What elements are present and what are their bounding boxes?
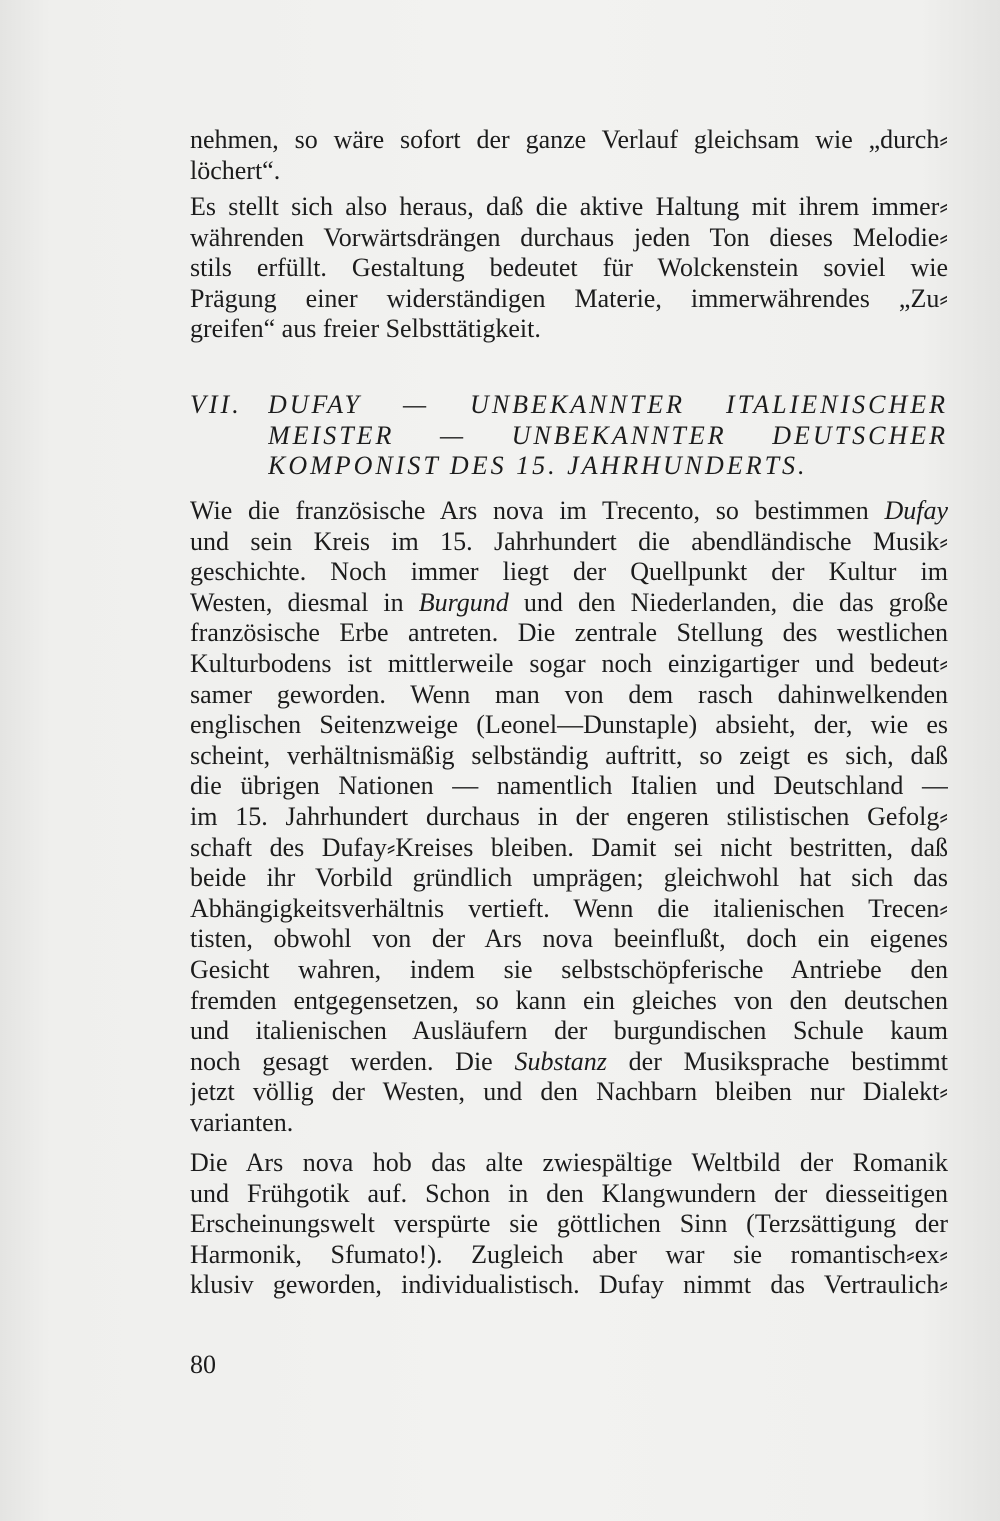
text-line: varianten. <box>190 1107 294 1137</box>
italic-text: Substanz <box>514 1046 607 1076</box>
heading-number: VII. <box>190 390 242 419</box>
text-line: und italienischen Ausläufern der burgundischen Schule kaum <box>190 1016 948 1046</box>
text-line: tisten, obwohl von der Ars nova beeinflußt, doch ein eigenes <box>190 924 948 954</box>
paragraph-continuation <box>190 125 948 186</box>
heading-line: MEISTER — UNBEKANNTER DEUTSCHER <box>268 420 948 450</box>
text-line <box>190 1047 948 1078</box>
italic-text: Dufay <box>884 496 948 525</box>
text-line: und Frühgotik auf. Schon in den Klangwundern der diesseitigen <box>190 1178 948 1208</box>
paragraph <box>190 1148 948 1301</box>
text-line: fremden entgegensetzen, so kann ein gleiches von den deutschen <box>190 985 948 1015</box>
text-line: Erscheinungswelt verspürte sie göttlichen Sinn (Terzsättigung der <box>190 1209 948 1239</box>
text-line: Abhängigkeitsverhältnis vertieft. Wenn die italienischen Trecen⸗ <box>190 893 948 923</box>
text-line: Harmonik, Sfumato!). Zugleich aber war sie romantisch⸗ex⸗ <box>190 1239 948 1269</box>
text-line: stils erfüllt. Gestaltung bedeutet für Wolckenstein soviel wie <box>190 253 948 283</box>
heading-line: DUFAY — UNBEKANNTER ITALIENISCHER <box>268 390 948 419</box>
text-line: nehmen, so wäre sofort der ganze Verlauf gleichsam wie „durch⸗ <box>190 125 948 154</box>
text-line: samer geworden. Wenn man von dem rasch dahinwelkenden <box>190 679 948 709</box>
text-line: englischen Seitenzweige (Leonel—Dunstaple) absieht, der, wie es <box>190 710 948 740</box>
text-line <box>190 496 948 527</box>
text-line: beide ihr Vorbild gründlich umprägen; gleichwohl hat sich das <box>190 863 948 893</box>
text-line: jetzt völlig der Westen, und den Nachbarn bleiben nur Dialekt⸗ <box>190 1077 948 1107</box>
text-line: französische Erbe antreten. Die zentrale Stellung des westlichen <box>190 618 948 648</box>
text-line <box>190 588 948 619</box>
text-line: und sein Kreis im 15. Jahrhundert die abendländische Musik⸗ <box>190 526 948 556</box>
text-segment: der Musiksprache bestimmt <box>606 1046 948 1076</box>
text-segment: Westen, diesmal in <box>190 587 419 617</box>
text-line: geschichte. Noch immer liegt der Quellpunkt der Kultur im <box>190 557 948 587</box>
text-line: scheint, verhältnismäßig selbständig auftritt, so zeigt es sich, daß <box>190 740 948 770</box>
heading-line: KOMPONIST DES 15. JAHRHUNDERTS. <box>268 451 808 480</box>
text-line: die übrigen Nationen — namentlich Italien und Deutschland — <box>190 771 948 801</box>
page-number: 80 <box>190 1350 216 1379</box>
text-line: greifen“ aus freier Selbsttätigkeit. <box>190 314 541 344</box>
heading-title <box>268 390 948 482</box>
text-line: Prägung einer widerständigen Materie, immerwährendes „Zu⸗ <box>190 283 948 313</box>
italic-text: Burgund <box>418 587 509 617</box>
text-line: im 15. Jahrhundert durchaus in der engeren stilistischen Gefolg⸗ <box>190 801 948 831</box>
text-segment: Wie die französische Ars nova im Trecento, so bestimmen <box>190 496 885 525</box>
text-line: schaft des Dufay⸗Kreises bleiben. Damit sei nicht bestritten, daß <box>190 832 948 862</box>
text-segment: und den Niederlanden, die das große <box>508 587 948 617</box>
text-segment: noch gesagt werden. Die <box>190 1046 515 1076</box>
text-line: löchert“. <box>190 155 281 185</box>
text-line: Die Ars nova hob das alte zwiespältige Weltbild der Romanik <box>190 1148 948 1177</box>
paragraph <box>190 192 948 345</box>
text-line: Kulturbodens ist mittlerweile sogar noch einzigartiger und bedeut⸗ <box>190 648 948 678</box>
text-line: Gesicht wahren, indem sie selbstschöpferische Antriebe den <box>190 954 948 984</box>
text-line: Es stellt sich also heraus, daß die aktive Haltung mit ihrem immer⸗ <box>190 192 948 221</box>
text-line: klusiv geworden, individualistisch. Dufay nimmt das Vertraulich⸗ <box>190 1270 948 1300</box>
section-heading <box>190 390 948 482</box>
text-line: währenden Vorwärtsdrängen durchaus jeden Ton dieses Melodie⸗ <box>190 222 948 252</box>
paragraph <box>190 496 948 1138</box>
